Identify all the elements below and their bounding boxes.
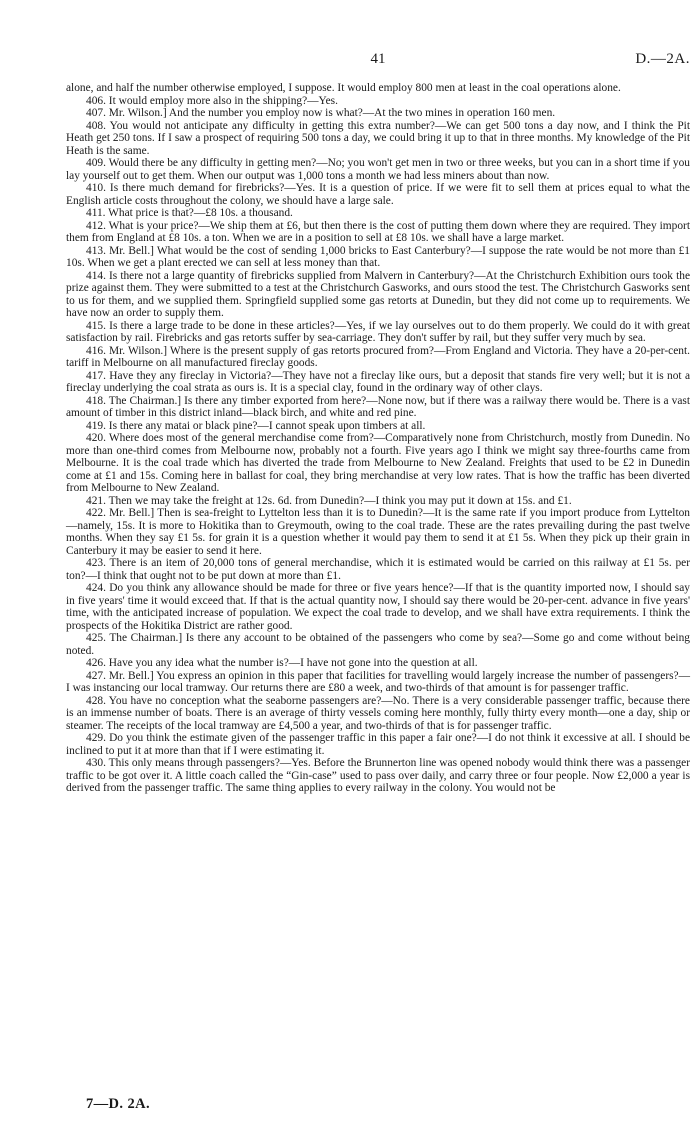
paragraph: 410. Is there much demand for firebricks?—Yes. It is a question of price. If we were fit to sell them at prices equal to what the English article costs throughout the colony, we should have a large sale. bbox=[66, 182, 690, 207]
paragraph: 414. Is there not a large quantity of firebricks supplied from Malvern in Canterbury?—At the Christchurch Exhibition ours took the prize against them. They were submitted to a test at the Christchurch Gasworks, and ours stood the test. The Christchurch Gasworks sent to us for them, and we supplied them. Springfield supplied some gas retorts at Dunedin, but they did not come up to requirements. We have now an order to supply them. bbox=[66, 269, 690, 319]
paragraph: 429. Do you think the estimate given of the passenger traffic in this paper a fair one?—I do not think it excessive at all. I should be inclined to put it at more than that if I were estimating it. bbox=[66, 732, 690, 757]
page-number: 41 bbox=[370, 51, 386, 67]
printer-signature: 7—D. 2A. bbox=[86, 1096, 151, 1112]
evidence-text bbox=[66, 82, 690, 795]
paragraph: 424. Do you think any allowance should be made for three or five years hence?—If that is the quantity imported now, I should say in five years' time it would exceed that. If that is the actual quantity now, I should say there would be 20-per-cent. advance in five years' time, with the anticipated increase of population. We expect the coal trade to develop, and we shall have extra requirements. I think the prospects of the Hokitika District are rather good. bbox=[66, 582, 690, 632]
page-header bbox=[66, 51, 690, 71]
paragraph: 418. The Chairman.] Is there any timber exported from here?—None now, but if there was a railway there would be. There is a vast amount of timber in this district inland—black birch, and white and red pine. bbox=[66, 394, 690, 419]
paragraph: 406. It would employ more also in the shipping?—Yes. bbox=[86, 94, 338, 107]
paragraph: 408. You would not anticipate any difficulty in getting this extra number?—We can get 500 tons a day now, and I think the Pit Heath get 250 tons. If I saw a prospect of requiring 500 tons a day, we could bring it up to that in three months. My knowledge of the Pit Heath is the same. bbox=[66, 119, 690, 157]
paragraph: 419. Is there any matai or black pine?—I cannot speak upon timbers at all. bbox=[86, 419, 426, 432]
paragraph: 427. Mr. Bell.] You express an opinion in this paper that facilities for travelling would largely increase the number of passengers?—I was instancing our local tramway. Our returns there are £80 a week, and two-thirds of that amount is for passenger traffic. bbox=[66, 669, 690, 694]
paragraph: 430. This only means through passengers?—Yes. Before the Brunnerton line was opened nobody would think there was a passenger traffic to be got over it. A little coach called the “Gin-case” used to pass over daily, and carry three or four people. Now £2,000 a year is derived from the passenger traffic. The same thing applies to every railway in the colony. You would not be bbox=[66, 757, 690, 794]
paragraph: alone, and half the number otherwise employed, I suppose. It would employ 800 men at least in the coal operations alone. bbox=[66, 82, 621, 94]
paragraph: 417. Have they any fireclay in Victoria?—They have not a fireclay like ours, but a deposit that stands fire very well; but it is not a fireclay underlying the coal strata as ours is. It is a special clay, found in the ordinary way of other clays. bbox=[66, 369, 690, 394]
paragraph: 416. Mr. Wilson.] Where is the present supply of gas retorts procured from?—From England and Victoria. They have a 20-per-cent. tariff in Melbourne on all manufactured fireclay goods. bbox=[66, 344, 690, 369]
paragraph: 423. There is an item of 20,000 tons of general merchandise, which it is estimated would be carried on this railway at £1 5s. per ton?—I think that ought not to be put down at more than £1. bbox=[66, 557, 690, 582]
paragraph: 411. What price is that?—£8 10s. a thousand. bbox=[86, 207, 293, 219]
paragraph: 412. What is your price?—We ship them at £6, but then there is the cost of putting them down where they are required. They import them from England at £8 10s. a ton. When we are in a position to sell at £8 10s. we shall have a large market. bbox=[66, 219, 690, 244]
paragraph: 407. Mr. Wilson.] And the number you employ now is what?—At the two mines in operation 160 men. bbox=[86, 107, 556, 119]
paragraph: 428. You have no conception what the seaborne passengers are?—No. There is a very considerable passenger traffic, because there is an immense number of boats. There is an average of thirty vessels coming here monthly, fully thirty every month—one a day, ship or steamer. The receipts of the local tramway are £4,500 a year, and two-thirds of that is for passenger traffic. bbox=[66, 694, 690, 732]
paragraph: 422. Mr. Bell.] Then is sea-freight to Lyttelton less than it is to Dunedin?—It is the same rate if you import produce from Lyttelton—namely, 15s. It is more to Hokitika than to Greymouth, owing to the coal trade. These are the rates prevailing during the past twelve months. When they say £1 5s. for grain it is a question whether it would pay them to send it at £1 5s. When they pick up their grain in Canterbury it may be easier to send it here. bbox=[66, 507, 690, 557]
paragraph: 413. Mr. Bell.] What would be the cost of sending 1,000 bricks to East Canterbury?—I suppose the rate would be not more than £1 10s. When we get a plant erected we can sell at less money than that. bbox=[66, 244, 690, 269]
paragraph: 409. Would there be any difficulty in getting men?—No; you won't get men in two or three weeks, but you can in a short time if you lay yourself out to get them. When our output was 1,000 tons a month we had less miners about than now. bbox=[66, 157, 690, 182]
paragraph: 421. Then we may take the freight at 12s. 6d. from Dunedin?—I think you may put it down at 15s. and £1. bbox=[86, 494, 572, 507]
paragraph: 426. Have you any idea what the number is?—I have not gone into the question at all. bbox=[86, 657, 478, 669]
document-reference: D.—2A. bbox=[635, 51, 690, 67]
paragraph: 420. Where does most of the general merchandise come from?—Comparatively none from Christchurch, mostly from Dunedin. No more than one-third comes from Melbourne now, probably not a fourth. Five years ago I think we might say three-fourths came from Melbourne. It is the coal trade which has diverted the trade from Melbourne to New Zealand. Freights that used to be £2 in Dunedin come at £1 and 15s. Coming here in ballast for coal, they bring merchandise at very low rates. That is how the traffic has been diverted from Melbourne to New Zealand. bbox=[66, 432, 690, 494]
paragraph: 425. The Chairman.] Is there any account to be obtained of the passengers who come by sea?—Some go and come without being noted. bbox=[66, 632, 690, 657]
paragraph: 415. Is there a large trade to be done in these articles?—Yes, if we lay ourselves out to do them properly. We could do it with great satisfaction by rail. Firebricks and gas retorts suffer by sea-carriage. They don't suffer by rail, but they suffer very much by sea. bbox=[66, 319, 690, 344]
